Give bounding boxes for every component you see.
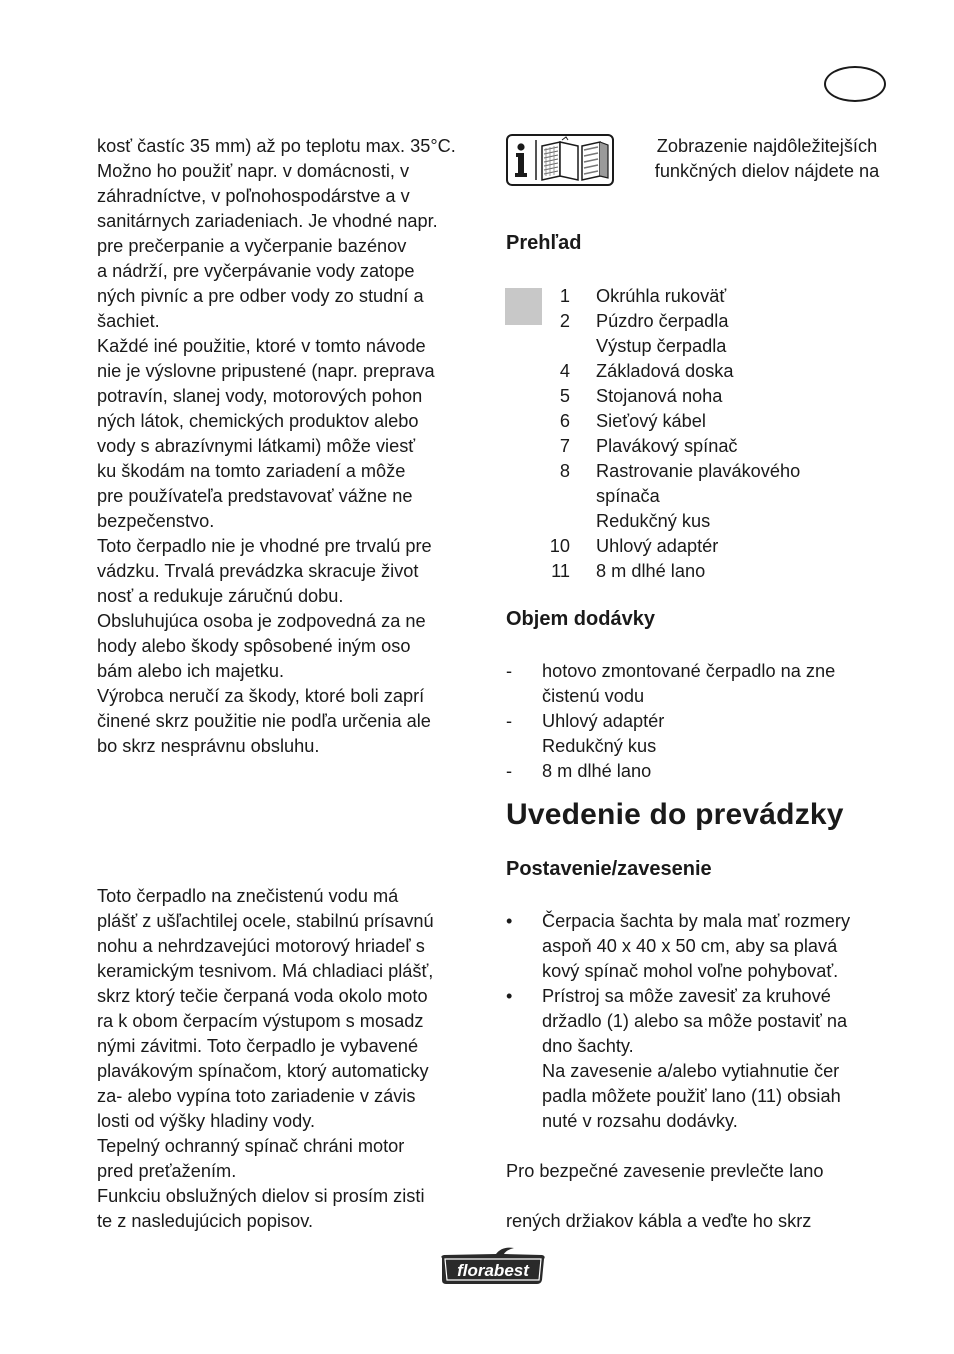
list-item [540, 359, 900, 384]
list-item-text: 8 m dlhé lano [542, 761, 652, 781]
list-item [540, 559, 900, 584]
body-text-line: rených držiakov kábla a veďte ho skrz [506, 1211, 812, 1231]
section-heading-delivery: Objem dodávky [506, 608, 655, 630]
left-column-bottom [97, 884, 487, 1234]
florabest-logo-graphic [436, 1244, 550, 1288]
paragraph: Toto čerpadlo na znečistenú vodu má plášť z ušľachtilej ocele, stabilnú prísavnú nohu a nehrdzavejúci motorový hriadeľ s keramickým tesnivom. Má chladiaci plášť, skrz ktorý tečie čerpaná voda okolo moto ra k obom čerpacím výstupom s mosadz nými závitmi. Toto čerpadlo je vybavené plavákovým spínačom, ktorý automaticky za- alebo vypína toto zariadenie v závis losti od výšky hladiny vody. [97, 886, 434, 1131]
left-column-top [97, 134, 487, 759]
part-label: 8 m dlhé lano [596, 561, 706, 581]
list-item [506, 709, 896, 759]
part-number: 7 [559, 436, 570, 456]
list-item [506, 984, 896, 1134]
part-number: 2 [559, 311, 570, 331]
info-manual-icon [506, 134, 614, 186]
part-number [540, 509, 570, 534]
list-item [506, 659, 896, 709]
part-number: 10 [549, 536, 570, 556]
florabest-logo [436, 1244, 550, 1288]
paragraph: Výrobca neručí za škody, ktoré boli zaprí činené skrz použitie nie podľa určenia ale bo skrz nesprávnu obsluhu. [97, 686, 431, 756]
parts-list [540, 284, 900, 584]
list-item-text: Prístroj sa môže zavesiť za kruhové držadlo (1) alebo sa môže postaviť na dno šachty. Na zavesenie a/alebo vytiahnutie čer padla môžete použiť lano (11) obsiah nuté v rozsahu dodávky. [542, 986, 848, 1131]
bullet-marker: • [506, 911, 513, 931]
part-number: 1 [559, 286, 570, 306]
list-item [540, 284, 900, 309]
section-heading-overview: Prehľad [506, 232, 582, 254]
paragraph: Každé iné použitie, ktoré v tomto návode nie je výslovne pripustené (napr. preprava potravín, slanej vody, motorových pohon ných látok, chemických produktov alebo vody s abrazívnymi látkami) môže viesť ku škodám na tomto zariadení a môže pre používateľa predstavovať vážne ne bezpečenstvo. [97, 336, 435, 531]
list-item-text: hotovo zmontované čerpadlo na zne čistenú vodu [542, 661, 836, 706]
list-item [540, 509, 900, 534]
section-heading-setup: Postavenie/zavesenie [506, 858, 712, 880]
list-item [540, 309, 900, 334]
part-number: 6 [559, 411, 570, 431]
part-number: 11 [551, 561, 570, 581]
list-item [540, 434, 900, 459]
part-label: Výstup čerpadla [596, 336, 727, 356]
paragraph: Obsluhujúca osoba je zodpovedná za ne hody alebo škody spôsobené iným oso bám alebo ich majetku. [97, 611, 426, 681]
list-item [506, 759, 896, 784]
list-item-text: Uhlový adaptér Redukčný kus [542, 711, 665, 756]
language-badge [824, 66, 886, 102]
setup-list [506, 909, 896, 1134]
dash-marker: - [506, 761, 513, 781]
list-item [540, 334, 900, 359]
part-label: Rastrovanie plavákového spínača [596, 461, 801, 506]
paragraph: kosť častíc 35 mm) až po teplotu max. 35°C. Možno ho použiť napr. v domácnosti, v záhradníctve, v poľnohospodárstve a v sanitárnych zariadeniach. Je vhodné napr. pre prečerpanie a vyčerpanie bazénov a nádrží, pre vyčerpávanie vody zatope ných pivníc a pre odber vody zo studní a šachiet. [97, 136, 456, 331]
part-label: Uhlový adaptér [596, 536, 719, 556]
body-text-line: Pro bezpečné zavesenie prevlečte lano [506, 1161, 824, 1181]
gray-marker [505, 288, 542, 325]
part-label: Okrúhla rukoväť [596, 286, 727, 306]
list-item [506, 909, 896, 984]
paragraph: Funkciu obslužných dielov si prosím zisti te z nasledujúcich popisov. [97, 1186, 425, 1231]
logo-wordmark: florabest [457, 1261, 529, 1280]
bullet-marker: • [506, 986, 513, 1006]
part-label: Redukčný kus [596, 511, 711, 531]
part-number: 5 [559, 386, 570, 406]
list-item-text: Čerpacia šachta by mala mať rozmery aspoň 40 x 40 x 50 cm, aby sa plavá kový spínač mohol voľne pohybovať. [542, 911, 851, 981]
part-number: 4 [559, 361, 570, 381]
dash-marker: - [506, 661, 513, 681]
list-item [540, 384, 900, 409]
dash-marker: - [506, 711, 513, 731]
part-number [540, 334, 570, 359]
list-item [540, 459, 900, 509]
paragraph: Toto čerpadlo nie je vhodné pre trvalú pre vádzku. Trvalá prevádzka skracuje život nosť a redukuje záručnú dobu. [97, 536, 432, 606]
delivery-list [506, 659, 896, 784]
part-label: Plavákový spínač [596, 436, 738, 456]
paragraph: Tepelný ochranný spínač chráni motor pred preťažením. [97, 1136, 405, 1181]
list-item [540, 409, 900, 434]
part-label: Základová doska [596, 361, 734, 381]
chapter-heading: Uvedenie do prevádzky [506, 798, 844, 831]
part-label: Púzdro čerpadla [596, 311, 729, 331]
part-number: 8 [559, 461, 570, 481]
part-label: Stojanová noha [596, 386, 723, 406]
info-manual-graphic [508, 136, 612, 184]
list-item [540, 534, 900, 559]
part-label: Sieťový kábel [596, 411, 706, 431]
info-note: Zobrazenie najdôležitejších funkčných dielov nájdete na [654, 136, 880, 181]
